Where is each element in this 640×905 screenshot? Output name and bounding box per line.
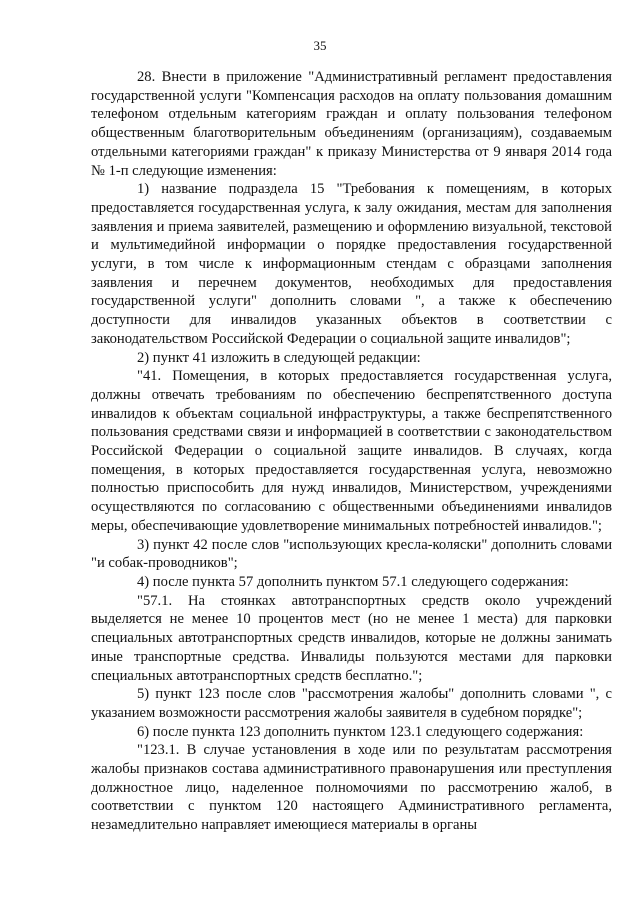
document-body [91, 68, 612, 835]
paragraph-clause-123-1: "123.1. В случае установления в ходе или по результатам рассмотрения жалобы признаков состава административного правонарушения или преступления должностное лицо, наделенное полномочиями по рассмотрению жалоб, в соответствии с пунктом 120 настоящего Административного регламента, незамедлительно направляет имеющиеся материалы в органы [91, 742, 612, 834]
paragraph-subitem-5: 5) пункт 123 после слов "рассмотрения жалобы" дополнить словами ", с указанием возможности рассмотрения жалобы заявителя в судебном порядке"; [91, 686, 612, 721]
paragraph-subitem-6: 6) после пункта 123 дополнить пунктом 123.1 следующего содержания: [137, 723, 584, 740]
paragraph-subitem-3: 3) пункт 42 после слов "использующих кресла-коляски" дополнить словами "и собак-проводников"; [91, 536, 612, 572]
paragraph-subitem-2: 2) пункт 41 изложить в следующей редакции: [137, 349, 421, 366]
paragraph-subitem-1: 1) название подраздела 15 "Требования к помещениям, в которых предоставляется государственная услуга, к залу ожидания, местам для заполнения заявления и приема заявителей, размещению и оформлению визуальной, текстовой и мультимедийной информации о порядке предоставления государственной услуги, в том числе к информационным стендам с образцами заполнения заявления и перечнем документов, необходимых для предоставления государственной услуги" дополнить словами ", а также к обеспечению доступности для инвалидов указанных объектов в соответствии с законодательством Российской Федерации о социальной защите инвалидов"; [91, 181, 612, 347]
paragraph-subitem-4: 4) после пункта 57 дополнить пунктом 57.1 следующего содержания: [137, 573, 569, 590]
paragraph-clause-41: "41. Помещения, в которых предоставляется государственная услуга, должны отвечать требованиям по обеспечению беспрепятственного доступа инвалидов к объектам социальной инфраструктуры, а также беспрепятственного пользования средствами связи и информацией в соответствии с законодательством Российской Федерации о социальной защите инвалидов. В случаях, когда помещения, в которых предоставляется государственная услуга, невозможно полностью приспособить для нужд инвалидов, Министерством, учреждениями осуществляются по согласованию с общественными объединениями инвалидов меры, обеспечивающие удовлетворение минимальных потребностей инвалидов."; [91, 368, 612, 534]
page-number: 35 [313, 38, 327, 53]
paragraph-item-28-intro: 28. Внести в приложение "Административный регламент предоставления государственной услуги "Компенсация расходов на оплату пользования домашним телефоном отдельным категориям граждан и оплату пользования телефоном общественным благотворительным объединениям (организациям), создаваемым отдельными категориями граждан" к приказу Министерства от 9 января 2014 года № 1-п следующие изменения: [91, 69, 612, 179]
paragraph-clause-57-1: "57.1. На стоянках автотранспортных средств около учреждений выделяется не менее 10 процентов мест (но не менее 1 места) для парковки специальных автотранспортных средств инвалидов, которые не должны занимать иные транспортные средства. Инвалиды пользуются местами для парковки специальных автотранспортных средств бесплатно."; [91, 592, 612, 684]
